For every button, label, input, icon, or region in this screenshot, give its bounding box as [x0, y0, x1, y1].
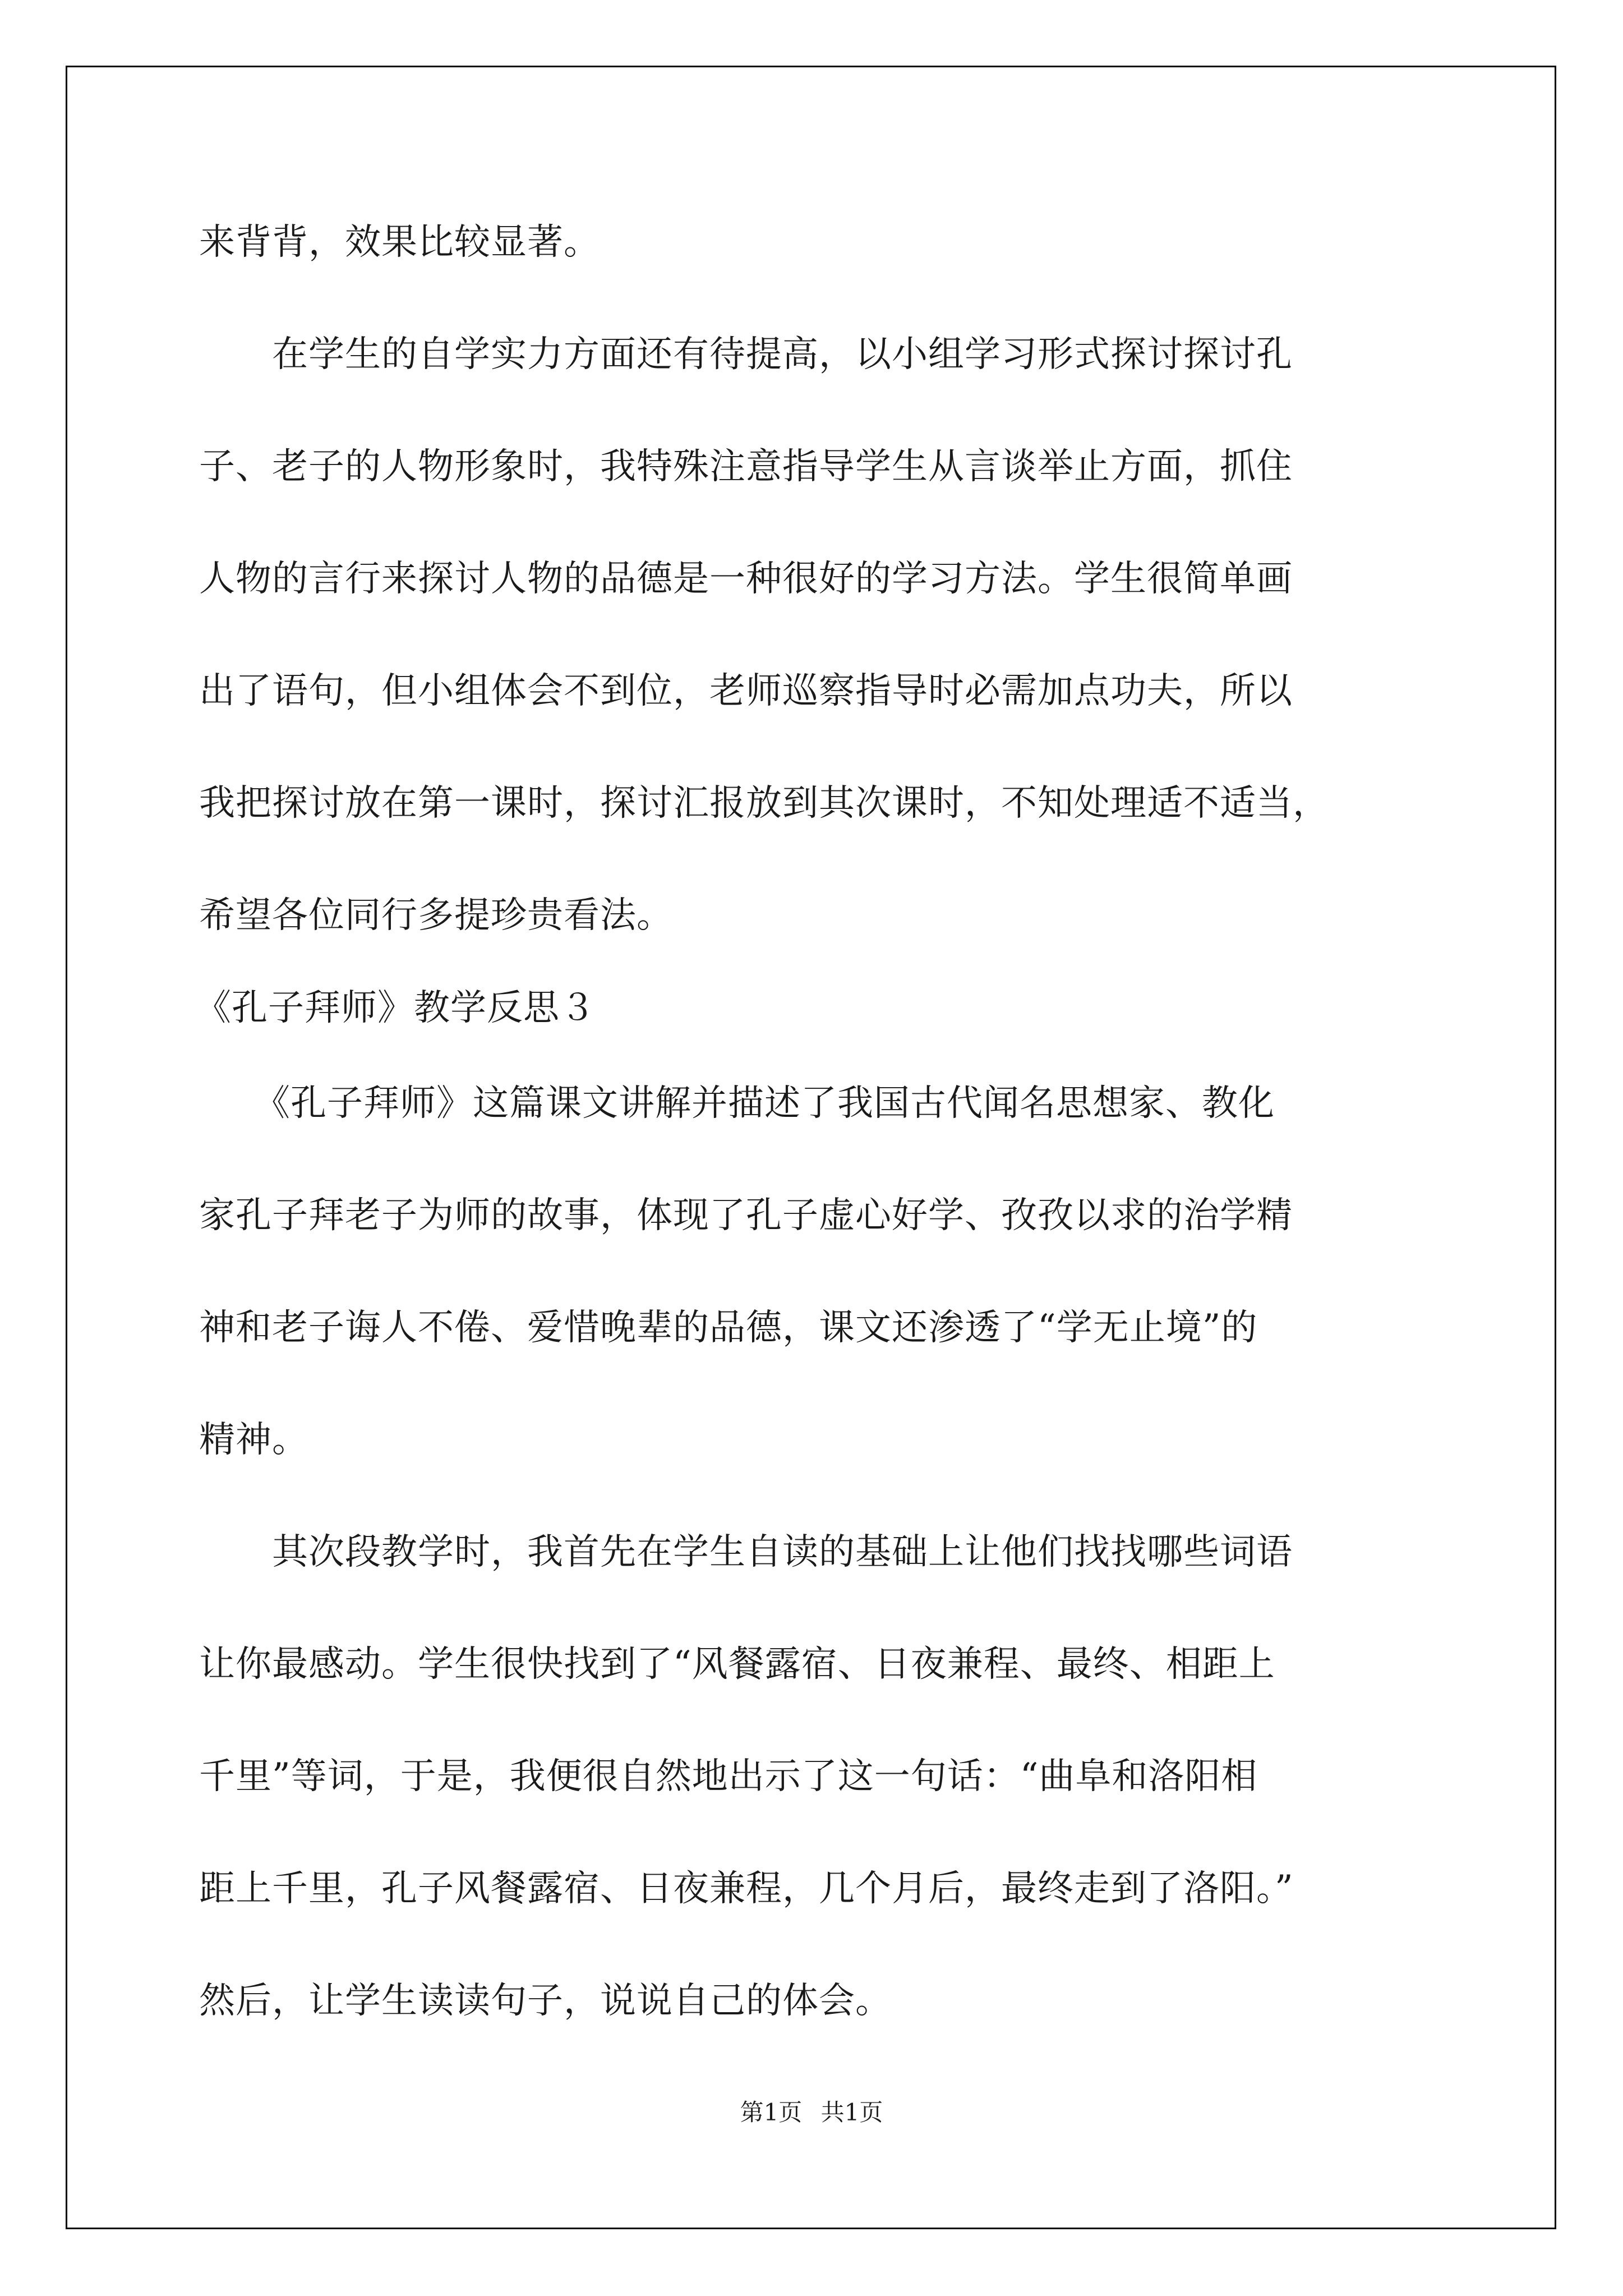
- page-total: 共1页: [820, 2099, 883, 2126]
- body-line-15: 距上千里，孔子风餐露宿、日夜兼程，几个月后，最终走到了洛阳。”: [199, 1868, 1294, 1910]
- body-line-6: 我把探讨放在第一课时，探讨汇报放到其次课时，不知处理适不适当，: [199, 783, 1329, 824]
- body-line-1: 来背背，效果比较显著。: [199, 222, 600, 263]
- body-line-7: 希望各位同行多提珍贵看法。: [199, 895, 673, 936]
- body-line-10: 神和老子诲人不倦、爱惜晚辈的品德，课文还渗透了“学无止境”的: [199, 1307, 1258, 1349]
- body-line-4: 人物的言行来探讨人物的品德是一种很好的学习方法。学生很简单画: [199, 558, 1293, 600]
- page-number: 第1页: [740, 2099, 803, 2126]
- body-line-13: 让你最感动。学生很快找到了“风餐露宿、日夜兼程、最终、相距上: [199, 1644, 1275, 1685]
- body-line-3: 子、老子的人物形象时，我特殊注意指导学生从言谈举止方面，抓住: [199, 446, 1293, 487]
- body-line-11: 精神。: [199, 1419, 308, 1461]
- page-footer: [0, 2101, 1623, 2124]
- body-line-9: 家孔子拜老子为师的故事，体现了孔子虚心好学、孜孜以求的治学精: [199, 1195, 1293, 1236]
- body-line-14: 千里”等词，于是，我便很自然地出示了这一句话：“曲阜和洛阳相: [199, 1756, 1258, 1797]
- body-line-12: 其次段教学时，我首先在学生自读的基础上让他们找找哪些词语: [199, 1531, 1293, 1573]
- body-line-8: 《孔子拜师》这篇课文讲解并描述了我国古代闻名思想家、教化: [199, 1083, 1275, 1124]
- body-line-2: 在学生的自学实力方面还有待提高，以小组学习形式探讨探讨孔: [199, 334, 1293, 375]
- body-line-5: 出了语句，但小组体会不到位，老师巡察指导时必需加点功夫，所以: [199, 670, 1293, 712]
- body-line-16: 然后，让学生读读句子，说说自己的体会。: [199, 1980, 892, 2022]
- section-heading: 《孔子拜师》教学反思３: [195, 987, 596, 1029]
